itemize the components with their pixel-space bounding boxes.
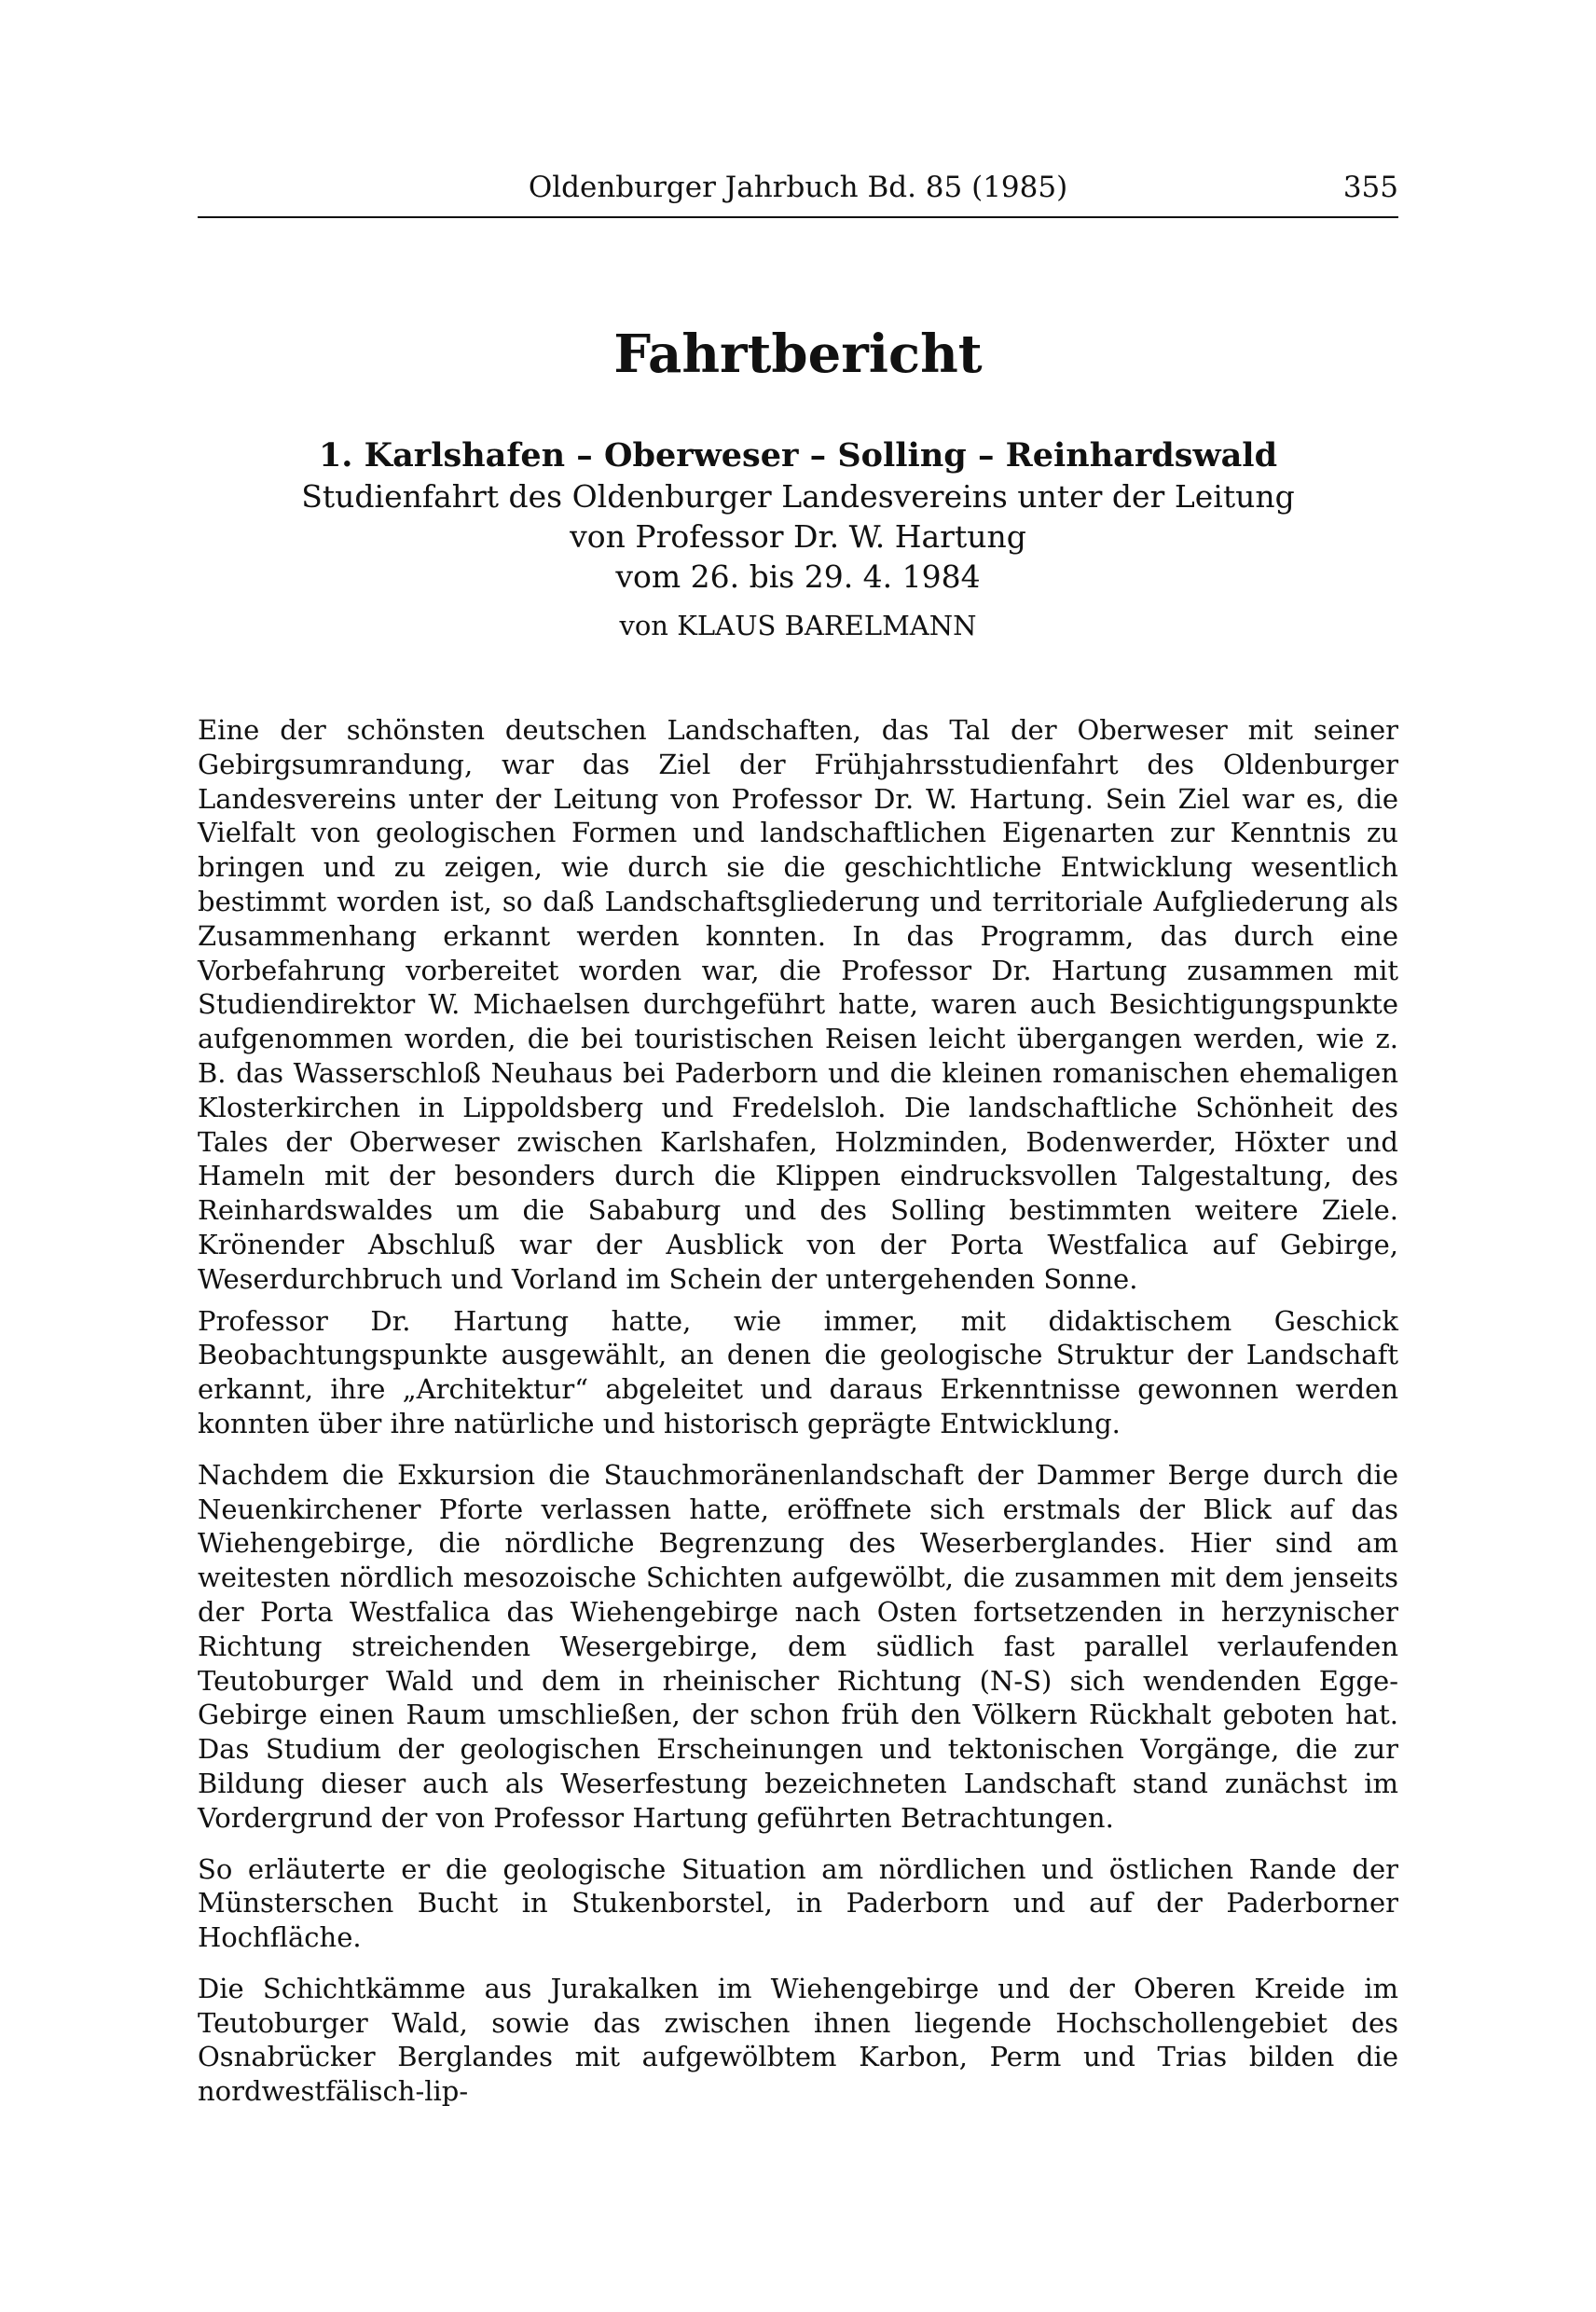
article-body (198, 713, 1398, 2116)
body-paragraph: Eine der schönsten deutschen Landschaften, das Tal der Oberweser mit seiner Gebirgsumrandung, war das Ziel der Frühjahrsstudienfahrt des Oldenburger Landesvereins unter der Leitung von Professor Dr. W. Hartung. Sein Ziel war es, die Vielfalt von geologischen Formen und landschaftlichen Eigenarten zur Kenntnis zu bringen und zu zeigen, wie durch sie die geschichtliche Entwicklung wesentlich bestimmt worden ist, so daß Landschaftsgliederung und territoriale Aufgliederung als Zusammenhang erkannt werden konnten. In das Programm, das durch eine Vorbefahrung vorbereitet worden war, die Professor Dr. Hartung zusammen mit Studiendirektor W. Michaelsen durchgeführt hatte, waren auch Besichtigungspunkte aufgenommen worden, die bei touristischen Reisen leicht übergangen werden, wie z. B. das Wasserschloß Neuhaus bei Paderborn und die kleinen romanischen ehemaligen Klosterkirchen in Lippoldsberg und Fredelsloh. Die landschaftliche Schönheit des Tales der Oberweser zwischen Karlshafen, Holzminden, Bodenwerder, Höxter und Hameln mit der besonders durch die Klippen eindrucksvollen Talgestaltung, des Reinhardswaldes um die Sababurg und des Solling bestimmten weitere Ziele. Krönender Abschluß war der Ausblick von der Porta Westfalica auf Gebirge, Weserdurchbruch und Vorland im Schein der untergehenden Sonne. (198, 714, 1398, 1295)
body-paragraph: So erläuterte er die geologische Situation am nördlichen und östlichen Rande der Münsterschen Bucht in Stukenborstel, in Paderborn und auf der Paderborner Hochfläche. (198, 1852, 1398, 1954)
article-subtitle: 1. Karlshafen – Oberweser – Solling – Reinhardswald (318, 436, 1278, 475)
subtitle-line: vom 26. bis 29. 4. 1984 (615, 558, 981, 595)
page-number: 355 (1342, 171, 1398, 204)
journal-title: Oldenburger Jahrbuch Bd. 85 (1985) (528, 171, 1068, 204)
running-head (198, 168, 1398, 207)
header-rule (198, 216, 1398, 218)
subtitle-line: von Professor Dr. W. Hartung (570, 518, 1026, 555)
body-paragraph: Nachdem die Exkursion die Stauchmoränenlandschaft der Dammer Berge durch die Neuenkirchener Pforte verlassen hatte, eröffnete sich erstmals der Blick auf das Wiehengebirge, die nördliche Begrenzung des Weserberglandes. Hier sind am weitesten nördlich mesozoische Schichten aufgewölbt, die zusammen mit dem jenseits der Porta Westfalica das Wiehengebirge nach Osten fortsetzenden in herzynischer Richtung streichenden Wesergebirge, dem südlich fast parallel verlaufenden Teutoburger Wald und dem in rheinischer Richtung (N-S) sich wendenden Egge-Gebirge einen Raum umschließen, der schon früh den Völkern Rückhalt geboten hat. Das Studium der geologischen Erscheinungen und tektonischen Vorgänge, die zur Bildung dieser auch als Weserfestung bezeichneten Landschaft stand zunächst im Vordergrund der von Professor Hartung geführten Betrachtungen. (198, 1458, 1398, 1834)
body-paragraph: Professor Dr. Hartung hatte, wie immer, mit didaktischem Geschick Beobachtungspunkte ausgewählt, an denen die geologische Struktur der Landschaft erkannt, ihre „Architektur“ abgeleitet und daraus Erkenntnisse gewonnen werden konnten über ihre natürliche und historisch geprägte Entwicklung. (198, 1304, 1398, 1439)
subtitle-line: Studienfahrt des Oldenburger Landesvereins unter der Leitung (301, 478, 1295, 515)
body-paragraph: Die Schichtkämme aus Jurakalken im Wiehengebirge und der Oberen Kreide im Teutoburger Wald, sowie das zwischen ihnen liegende Hochschollengebiet des Osnabrücker Berglandes mit aufgewölbtem Karbon, Perm und Trias bilden die nordwestfälisch-lip- (198, 1972, 1398, 2108)
author-line: von KLAUS BARELMANN (619, 610, 977, 641)
article-title: Fahrtbericht (613, 323, 983, 385)
title-block (198, 322, 1398, 646)
